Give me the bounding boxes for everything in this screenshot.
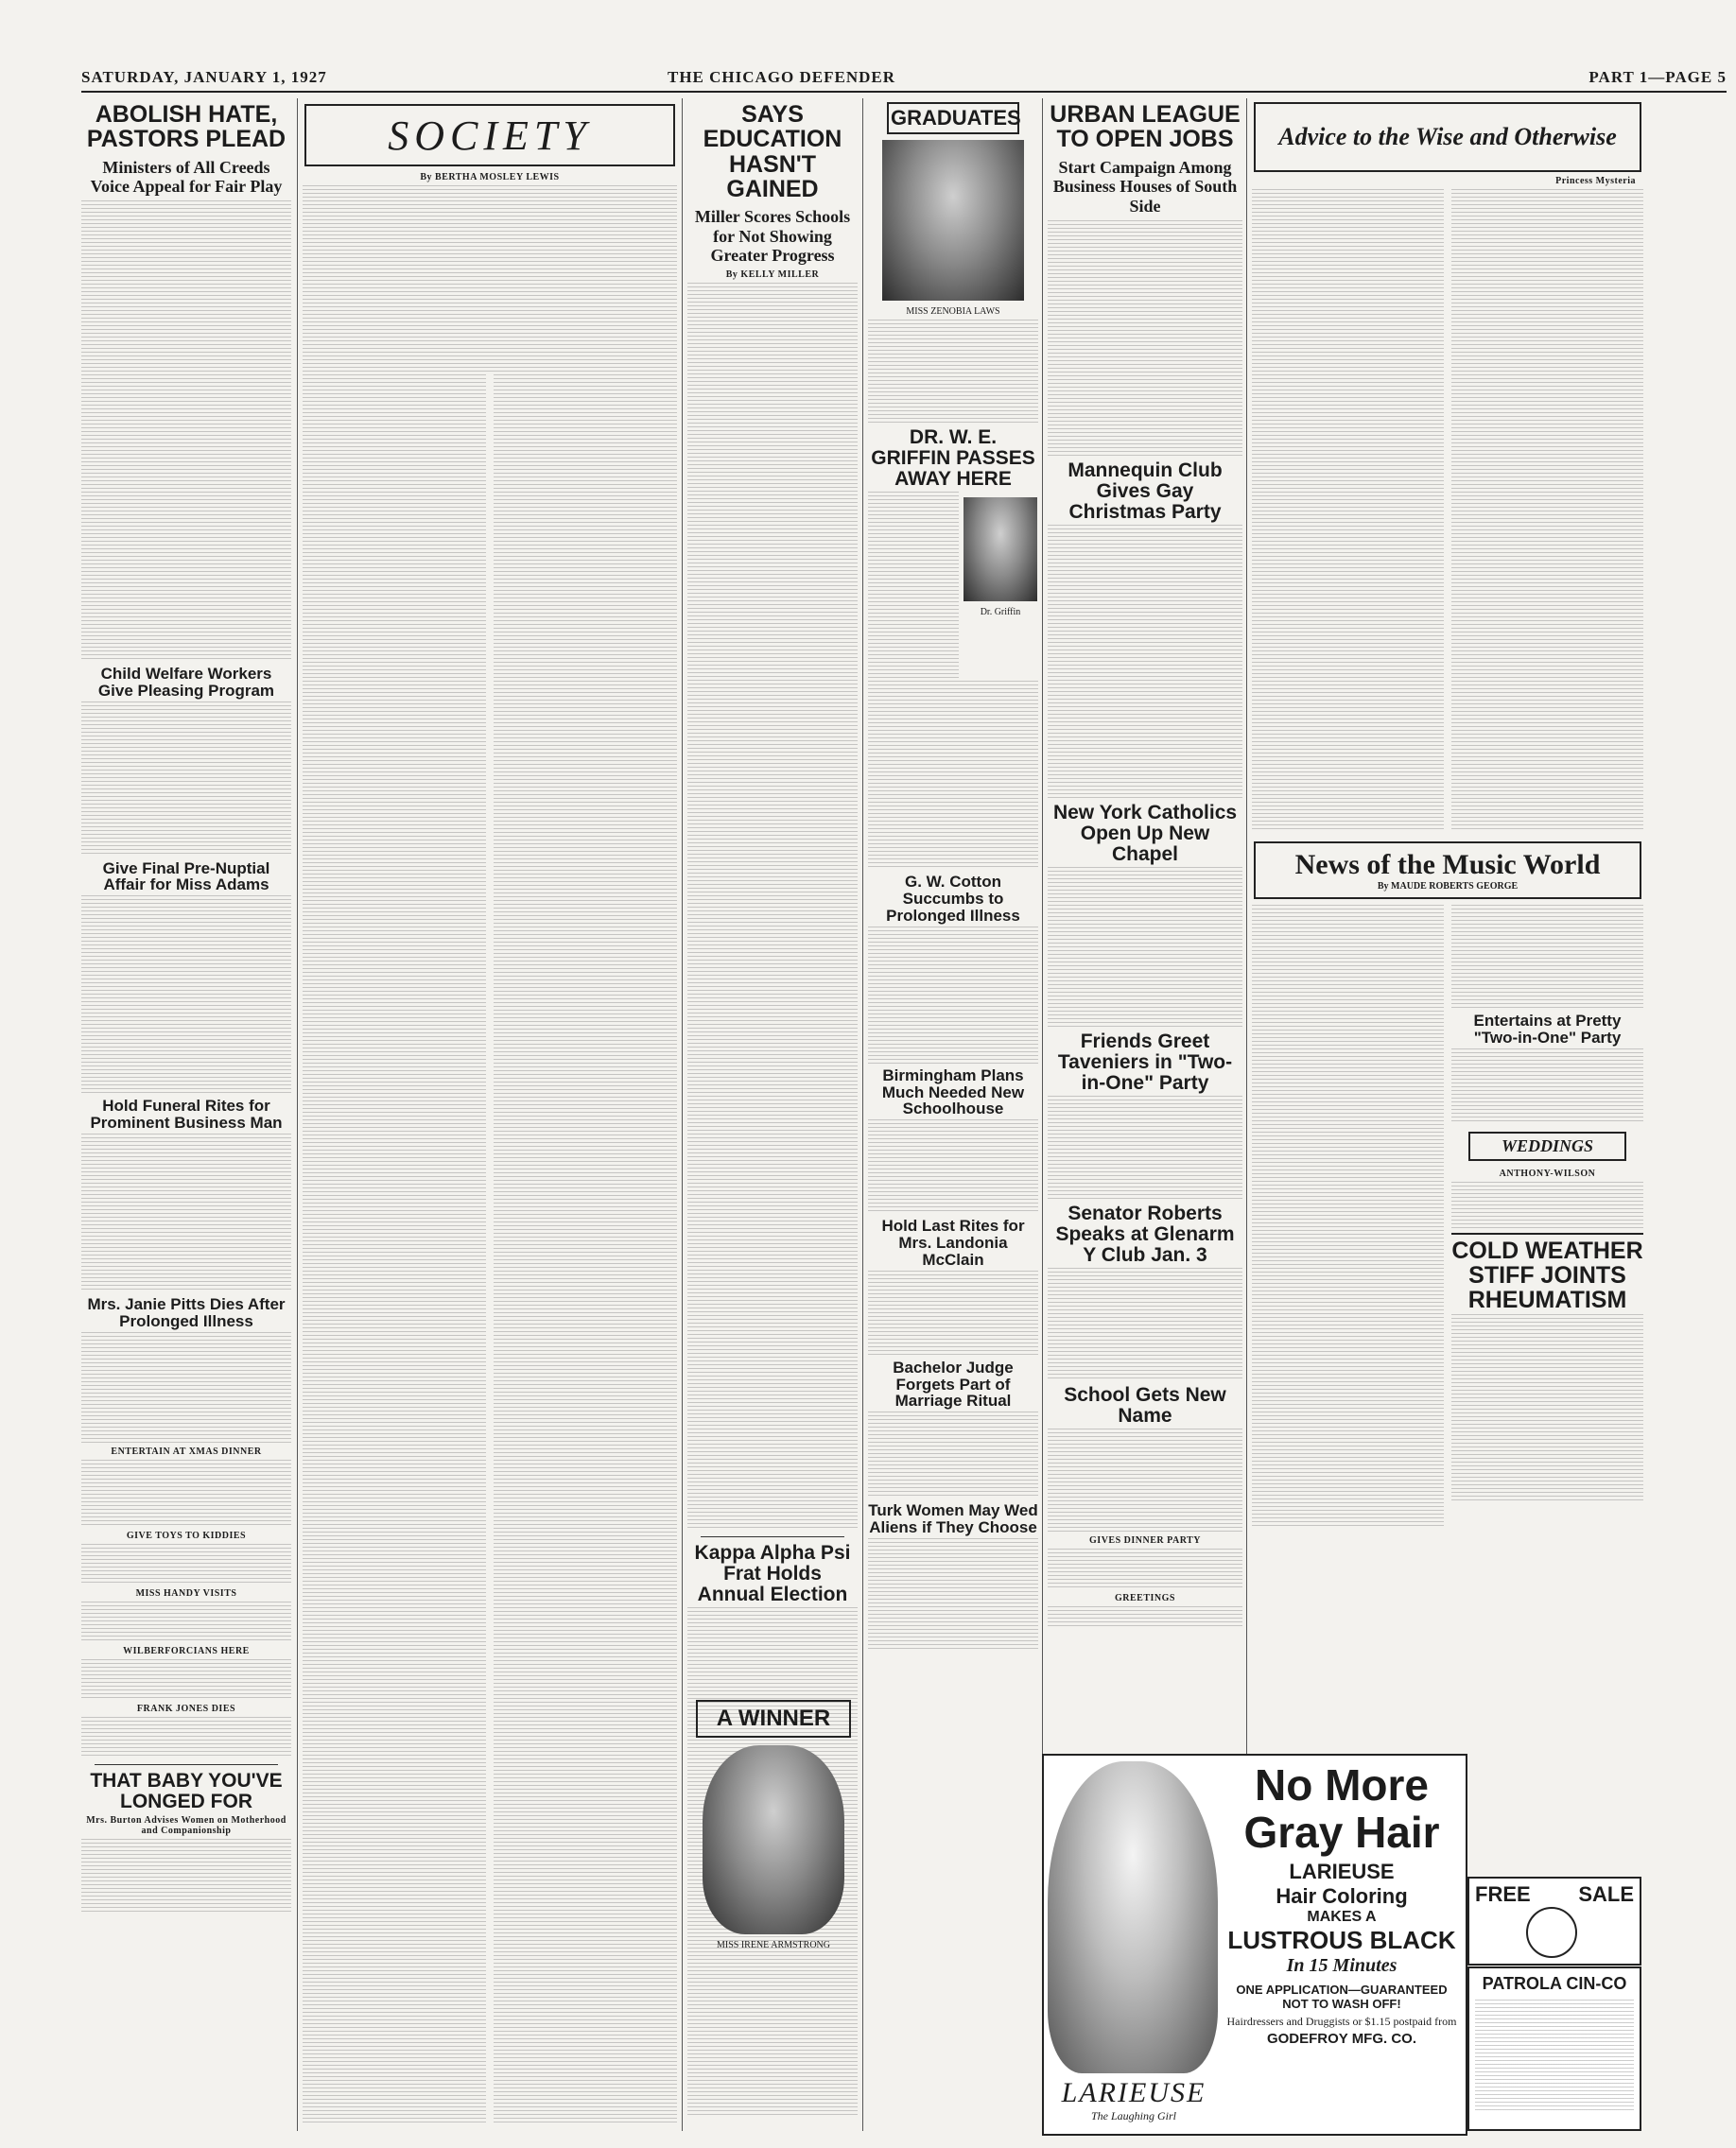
- advice-banner: [1254, 102, 1641, 172]
- graduates-banner: GRADUATES: [887, 102, 1019, 134]
- article-text: [868, 492, 959, 681]
- ad-partrola-title: PATROLA CIN-CO: [1482, 1974, 1627, 1993]
- society-section: [303, 98, 677, 2131]
- advice-text-left: [1252, 189, 1444, 832]
- ad-partrola: [1467, 1966, 1641, 2131]
- society-banner: SOCIETY: [304, 104, 675, 166]
- ad-rheumatism-title: COLD WEATHER STIFF JOINTS RHEUMATISM: [1451, 1233, 1643, 1313]
- ad-line-3: LARIEUSE: [1289, 1860, 1395, 1883]
- headline-griffin: DR. W. E. GRIFFIN PASSES AWAY HERE: [871, 426, 1035, 491]
- ad-logo-block: [1053, 2077, 1214, 2123]
- article-text: [1048, 525, 1242, 799]
- advice-byline: Princess Mysteria: [1555, 176, 1636, 186]
- ad-line-5: MAKES A: [1307, 1909, 1377, 1925]
- headline-senator-roberts: Senator Roberts Speaks at Glenarm Y Club Jan. 3: [1055, 1202, 1235, 1267]
- subhead-toys: GIVE TOYS TO KIDDIES: [126, 1530, 247, 1541]
- ad-gray-hair: [1042, 1754, 1467, 2136]
- article-text: [1048, 1268, 1242, 1381]
- griffin-block: [868, 492, 1038, 681]
- ad-line-2: Gray Hair: [1243, 1808, 1440, 1857]
- article-text: [1451, 1182, 1643, 1229]
- article-text: [81, 1839, 291, 1914]
- ad-woman-illustration: [1048, 1761, 1218, 2073]
- divider: [701, 1536, 844, 1537]
- article-text: [81, 895, 291, 1094]
- ad-line-4: Hair Coloring: [1276, 1884, 1408, 1908]
- headline-taveniers: Friends Greet Taveniers in "Two-in-One" Party: [1057, 1030, 1233, 1094]
- ad-line-1: No More: [1255, 1760, 1429, 1810]
- article-text: [81, 1460, 291, 1528]
- article-text: [81, 1602, 291, 1643]
- article-text: [1451, 1048, 1643, 1124]
- music-text-left: [1252, 905, 1444, 1529]
- music-text-right: [1451, 905, 1643, 1009]
- byline-kelly-miller: By KELLY MILLER: [725, 269, 820, 281]
- article-text: [868, 1271, 1038, 1356]
- divider: [95, 1764, 278, 1765]
- article-text: [868, 1412, 1038, 1498]
- music-byline: By MAUDE ROBERTS GEORGE: [1377, 881, 1519, 892]
- column-rule: [862, 98, 863, 2131]
- subhead-frank-jones: FRANK JONES DIES: [136, 1703, 236, 1714]
- wedding-anthony-wilson: ANTHONY-WILSON: [1499, 1168, 1596, 1179]
- deck-ministers: Ministers of All Creeds Voice Appeal for Fair Play: [90, 157, 283, 197]
- deck-miller: Miller Scores Schools for Not Showing Greater Progress: [694, 207, 851, 266]
- irene-armstrong-photo: [703, 1745, 844, 1934]
- headline-birmingham: Birmingham Plans Much Needed New Schoolhouse: [881, 1065, 1025, 1118]
- headline-funeral-rites: Hold Funeral Rites for Prominent Business Man: [90, 1097, 283, 1133]
- music-columns: [1252, 905, 1643, 1529]
- headline-kappa: Kappa Alpha Psi Frat Holds Annual Election: [694, 1542, 851, 1606]
- headline-school-name: School Gets New Name: [1064, 1384, 1226, 1428]
- ad-sale: SALE: [1578, 1882, 1634, 1906]
- weddings-banner: WEDDINGS: [1468, 1132, 1626, 1161]
- article-text: [81, 702, 291, 857]
- advice-title: Advice to the Wise and Otherwise: [1278, 123, 1617, 150]
- headline-education: SAYS EDUCATION HASN'T GAINED: [703, 101, 842, 202]
- zenobia-laws-photo: [882, 140, 1024, 301]
- winner-block: [690, 1692, 857, 1953]
- article-text: [868, 927, 1038, 1064]
- winner-banner: A WINNER: [696, 1700, 851, 1738]
- caption-text: [868, 320, 1038, 424]
- headline-janie-pitts: Mrs. Janie Pitts Dies After Prolonged Illness: [87, 1294, 286, 1330]
- ad-free: FREE: [1475, 1882, 1531, 1906]
- column-rule: [297, 98, 298, 2131]
- winner-caption: MISS IRENE ARMSTRONG: [716, 1940, 831, 1950]
- masthead-paper: THE CHICAGO DEFENDER: [668, 68, 896, 86]
- society-text-right: [494, 374, 677, 2123]
- ad-copy: [1224, 1761, 1460, 2047]
- article-text: [81, 200, 291, 662]
- watch-icon: [1526, 1907, 1577, 1958]
- masthead: [81, 66, 1727, 93]
- article-text: [81, 1717, 291, 1758]
- article-text: [1048, 1429, 1242, 1533]
- ad-line-6: LUSTROUS BLACK: [1227, 1926, 1456, 1954]
- masthead-part: PART 1—PAGE 5: [1588, 68, 1727, 86]
- griffin-caption: Dr. Griffin: [980, 607, 1021, 618]
- subhead-xmas-dinner: ENTERTAIN AT XMAS DINNER: [111, 1446, 262, 1457]
- headline-child-welfare: Child Welfare Workers Give Pleasing Program: [97, 664, 275, 700]
- ad-line-7: In 15 Minutes: [1286, 1955, 1397, 1976]
- ad-logo: LARIEUSE: [1061, 2077, 1207, 2108]
- ad-free-sale: [1467, 1877, 1641, 1966]
- article-text: [1048, 220, 1242, 457]
- society-intro: [303, 185, 677, 374]
- griffin-photo: [963, 497, 1037, 601]
- advice-columns: [1252, 189, 1643, 832]
- headline-pre-nuptial: Give Final Pre-Nuptial Affair for Miss Adams: [102, 858, 270, 894]
- article-text: [868, 1538, 1038, 1652]
- article-text: [868, 681, 1038, 870]
- article-text: [1048, 1549, 1242, 1590]
- article-text: [81, 1134, 291, 1292]
- griffin-photo-block: [963, 492, 1038, 681]
- article-text: [1048, 1606, 1242, 1627]
- article-text: [81, 1659, 291, 1701]
- subhead-dinner-party: GIVES DINNER PARTY: [1089, 1535, 1201, 1547]
- society-byline: By BERTHA MOSLEY LEWIS: [420, 172, 560, 182]
- zenobia-caption: MISS ZENOBIA LAWS: [906, 306, 1000, 317]
- column-rule: [682, 98, 683, 2131]
- ad-line-10: GODEFROY MFG. CO.: [1266, 2031, 1417, 2047]
- headline-two-in-one: Entertains at Pretty "Two-in-One" Party: [1473, 1012, 1622, 1047]
- deck-mrs-burton: Mrs. Burton Advises Women on Motherhood and Companionship: [86, 1814, 286, 1836]
- ad-rheumatism-text: [1451, 1314, 1643, 1503]
- article-text: [687, 283, 858, 1531]
- society-text-left: [303, 374, 486, 2123]
- headline-turk-women: Turk Women May Wed Aliens if They Choose: [868, 1501, 1038, 1537]
- article-text: [81, 1544, 291, 1585]
- article-text: [1048, 867, 1242, 1028]
- headline-abolish-hate: ABOLISH HATE, PASTORS PLEAD: [86, 101, 286, 153]
- headline-mannequin: Mannequin Club Gives Gay Christmas Party: [1068, 459, 1223, 523]
- column-1: [81, 98, 291, 2131]
- article-text: [868, 1119, 1038, 1214]
- column-5: [868, 98, 1038, 2131]
- headline-that-baby: THAT BABY YOU'VE LONGED FOR: [90, 1769, 283, 1812]
- ad-tagline: The Laughing Girl: [1090, 2109, 1176, 2122]
- deck-campaign: Start Campaign Among Business Houses of South Side: [1052, 157, 1238, 216]
- music-title: News of the Music World: [1294, 849, 1601, 880]
- subhead-wilberforcians: WILBERFORCIANS HERE: [123, 1645, 250, 1656]
- music-right-column: [1451, 905, 1643, 1529]
- headline-urban-league: URBAN LEAGUE TO OPEN JOBS: [1050, 101, 1241, 153]
- ad-partrola-text: [1475, 2000, 1634, 2113]
- subhead-miss-handy: MISS HANDY VISITS: [135, 1587, 237, 1599]
- headline-bachelor-judge: Bachelor Judge Forgets Part of Marriage Ritual: [893, 1358, 1014, 1411]
- article-text: [81, 1332, 291, 1444]
- advice-text-right: [1451, 189, 1643, 832]
- music-banner: [1254, 841, 1641, 899]
- headline-mcclain: Hold Last Rites for Mrs. Landonia McClain: [881, 1217, 1025, 1269]
- article-text: [1048, 1096, 1242, 1200]
- society-columns: [303, 374, 677, 2123]
- ad-line-9: Hairdressers and Druggists or $1.15 postpaid from: [1226, 2015, 1457, 2028]
- masthead-date: SATURDAY, JANUARY 1, 1927: [81, 68, 327, 86]
- subhead-greetings: GREETINGS: [1115, 1593, 1175, 1604]
- headline-cotton: G. W. Cotton Succumbs to Prolonged Illness: [886, 873, 1020, 925]
- ad-line-8: ONE APPLICATION—GUARANTEED NOT TO WASH OFF!: [1236, 1983, 1448, 2011]
- headline-ny-catholics: New York Catholics Open Up New Chapel: [1052, 801, 1238, 865]
